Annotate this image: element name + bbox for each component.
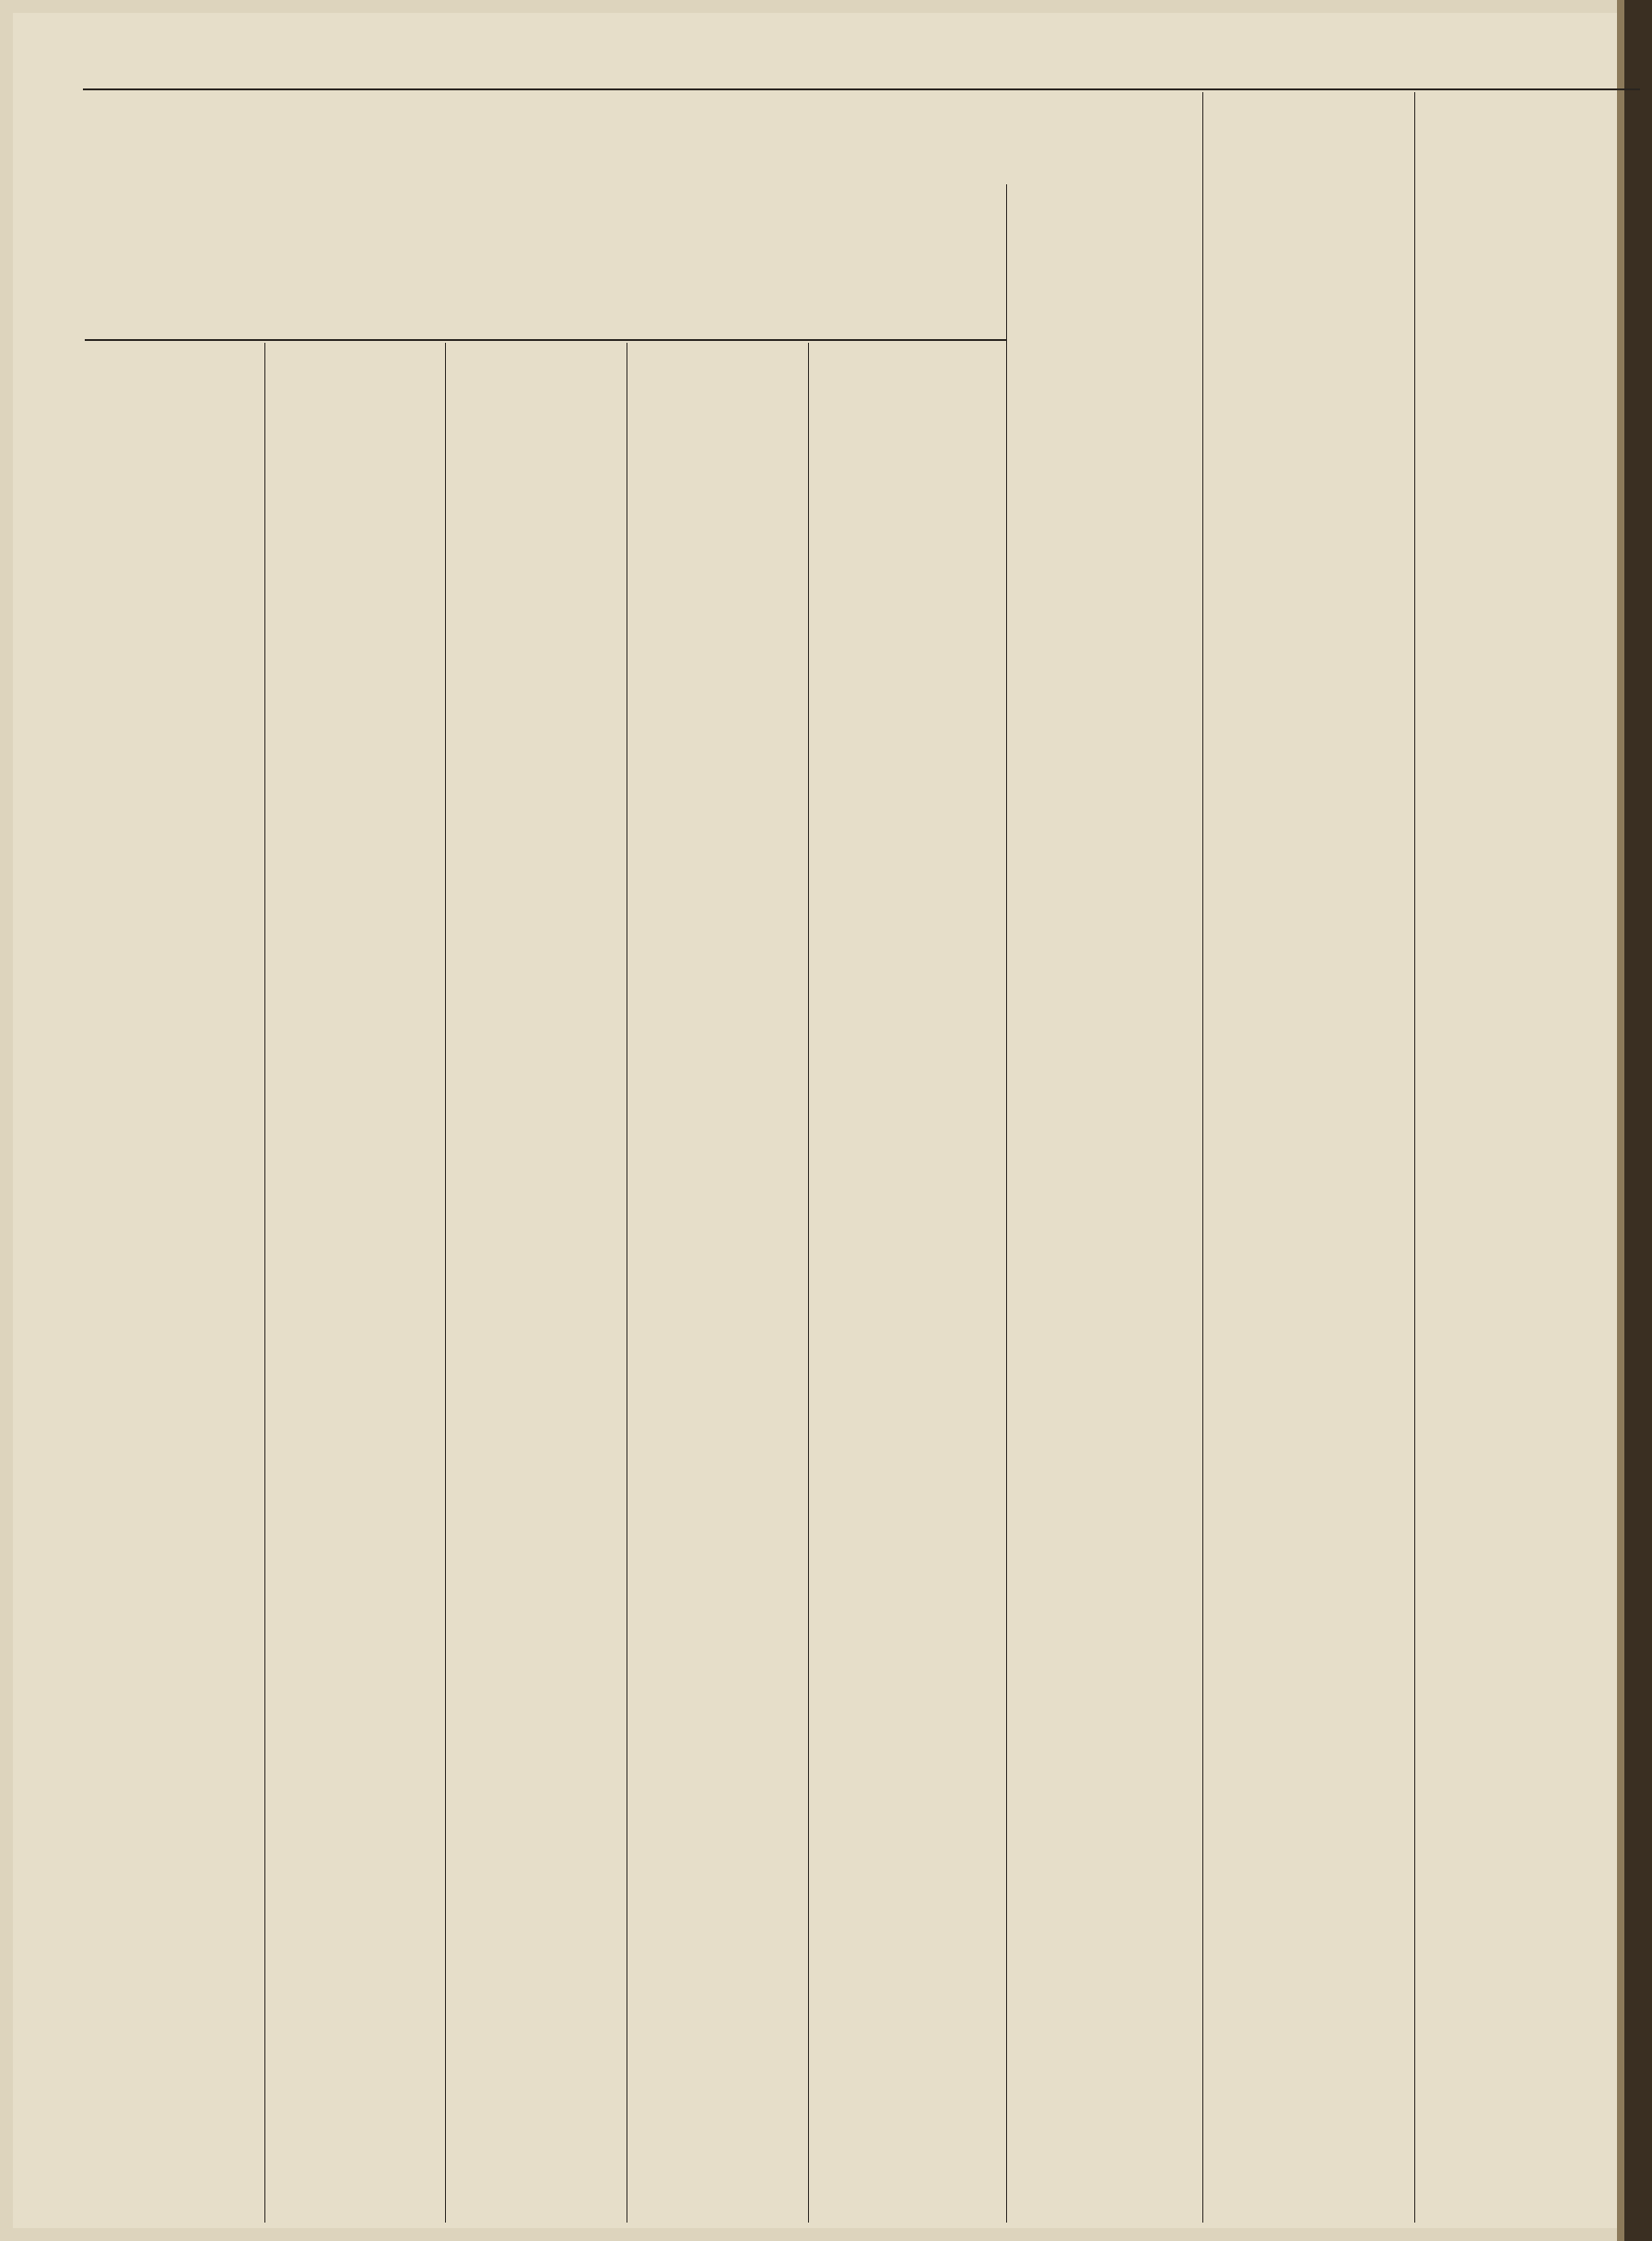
- page-binding: [1623, 0, 1652, 2241]
- rule-lead-bottom: [85, 339, 1006, 341]
- column-rule: [445, 343, 446, 2223]
- column-argentina: [1011, 186, 1197, 2219]
- column-rendita: [1208, 186, 1409, 2219]
- column-rule: [808, 343, 809, 2223]
- column-rule: [1006, 184, 1007, 2223]
- running-head: [83, 65, 1640, 90]
- column-rule: [264, 343, 265, 2223]
- column-lead-4: [631, 348, 803, 2219]
- column-lead-3: [450, 348, 621, 2219]
- column-lead-5: [813, 348, 1001, 2219]
- column-congresso: [1420, 94, 1617, 2219]
- column-lead-2: [269, 348, 440, 2219]
- column-lead-1: [85, 348, 258, 2219]
- column-rule: [1202, 92, 1203, 2223]
- column-rule: [1414, 92, 1415, 2223]
